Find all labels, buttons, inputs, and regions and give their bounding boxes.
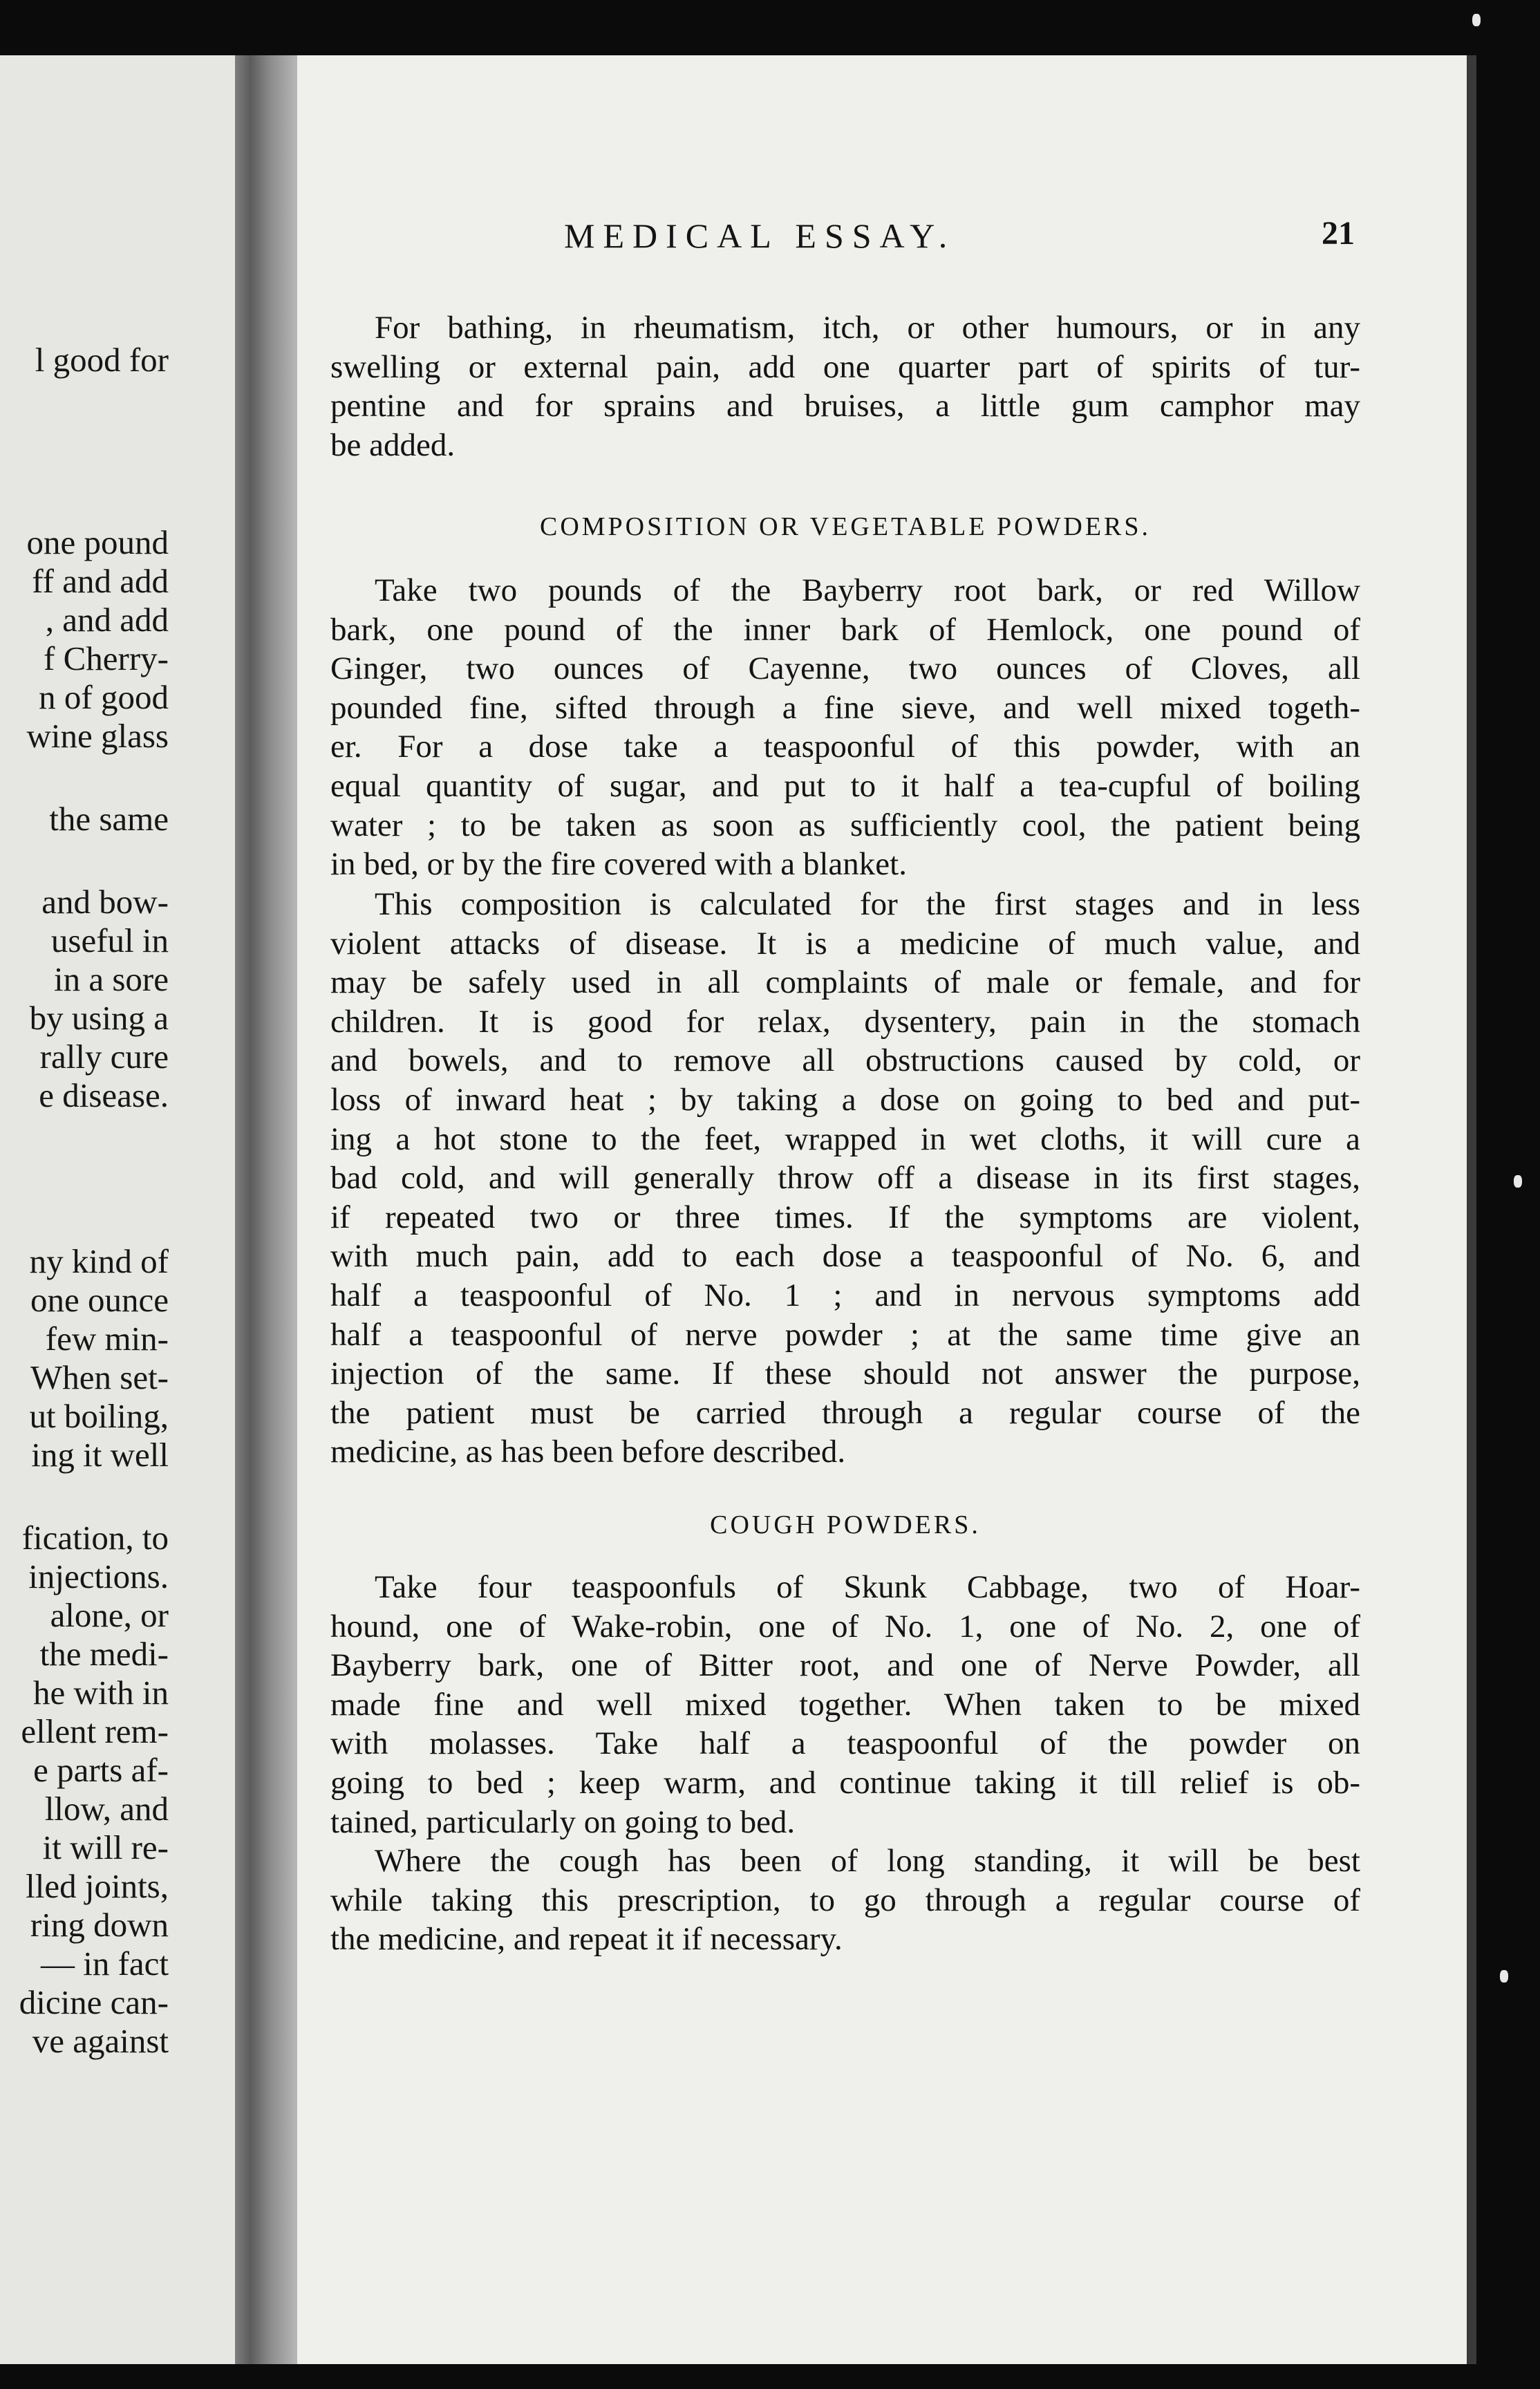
text-line: children. It is good for relax, dysentery, pain in the stomach bbox=[330, 1003, 1360, 1040]
text-line: ing a hot stone to the feet, wrapped in wet cloths, it will cure a bbox=[330, 1121, 1360, 1157]
text-line: going to bed ; keep warm, and continue taking it till relief is ob- bbox=[330, 1764, 1360, 1801]
previous-page-line: ny kind of bbox=[29, 1242, 169, 1280]
text-line: Ginger, two ounces of Cayenne, two ounces of Cloves, all bbox=[330, 650, 1360, 687]
previous-page-line: l good for bbox=[35, 341, 169, 379]
text-line: be added. bbox=[330, 427, 456, 463]
text-line: while taking this prescription, to go through a regular course of bbox=[330, 1882, 1360, 1918]
text-line: the medicine, and repeat it if necessary. bbox=[330, 1921, 843, 1958]
previous-page-line: one ounce bbox=[30, 1281, 169, 1319]
previous-page-line: wine glass bbox=[26, 717, 169, 755]
previous-page-line: alone, or bbox=[50, 1596, 169, 1634]
previous-page-line: ut boiling, bbox=[29, 1397, 169, 1435]
previous-page-line: ff and add bbox=[32, 562, 169, 600]
text-line: pounded fine, sifted through a fine sieve, and well mixed togeth- bbox=[330, 689, 1360, 726]
text-line: This composition is calculated for the first stages and in less bbox=[375, 886, 1360, 922]
previous-page-strip bbox=[0, 55, 235, 2364]
book-gutter bbox=[235, 55, 297, 2364]
previous-page-line: injections. bbox=[28, 1557, 169, 1595]
previous-page-line: , and add bbox=[45, 601, 169, 639]
previous-page-line: ing it well bbox=[31, 1436, 169, 1474]
bathing-paragraph bbox=[330, 308, 1360, 465]
previous-page-line: and bow- bbox=[41, 883, 169, 921]
previous-page-line: llow, and bbox=[44, 1790, 169, 1828]
previous-page-line: When set- bbox=[30, 1358, 169, 1396]
previous-page-line: e parts af- bbox=[33, 1751, 169, 1789]
text-line: Where the cough has been of long standing, it will be best bbox=[375, 1843, 1360, 1879]
scan-speck bbox=[1514, 1175, 1522, 1188]
composition-paragraph-1 bbox=[330, 571, 1360, 884]
cough-paragraph-1 bbox=[330, 1568, 1360, 1842]
text-line: water ; to be taken as soon as sufficiently cool, the patient being bbox=[330, 807, 1360, 843]
text-line: equal quantity of sugar, and put to it half a tea-cupful of boiling bbox=[330, 767, 1360, 804]
section-heading-cough: COUGH POWDERS. bbox=[710, 1510, 981, 1539]
text-line: er. For a dose take a teaspoonful of this powder, with an bbox=[330, 729, 1360, 765]
text-line: swelling or external pain, add one quarter part of spirits of tur- bbox=[330, 348, 1360, 385]
previous-page-line: — in fact bbox=[40, 1945, 169, 1983]
text-line: half a teaspoonful of No. 1 ; and in nervous symptoms add bbox=[330, 1277, 1360, 1313]
previous-page-line: n of good bbox=[39, 678, 169, 716]
page-edge-shadow bbox=[1467, 55, 1476, 2364]
previous-page-line: ring down bbox=[30, 1906, 169, 1944]
text-line: with much pain, add to each dose a teaspoonful of No. 6, and bbox=[330, 1238, 1360, 1275]
text-line: with molasses. Take half a teaspoonful of the powder on bbox=[330, 1725, 1360, 1762]
text-line: Take four teaspoonfuls of Skunk Cabbage, two of Hoar- bbox=[375, 1569, 1360, 1605]
previous-page-line: rally cure bbox=[39, 1038, 169, 1076]
text-line: pentine and for sprains and bruises, a little gum camphor may bbox=[330, 388, 1360, 424]
text-line: violent attacks of disease. It is a medicine of much value, and bbox=[330, 925, 1360, 962]
previous-page-line: by using a bbox=[29, 999, 169, 1037]
text-line: Take two pounds of the Bayberry root bark, or red Willow bbox=[375, 572, 1360, 608]
previous-page-line: it will re- bbox=[42, 1828, 169, 1866]
text-line: if repeated two or three times. If the symptoms are violent, bbox=[330, 1199, 1360, 1235]
running-header: MEDICAL ESSAY. bbox=[564, 216, 956, 255]
text-line: tained, particularly on going to bed. bbox=[330, 1804, 796, 1840]
text-line: loss of inward heat ; by taking a dose on going to bed and put- bbox=[330, 1081, 1360, 1118]
composition-paragraph-2 bbox=[330, 885, 1360, 1472]
text-line: may be safely used in all complaints of male or female, and for bbox=[330, 964, 1360, 1001]
scan-speck bbox=[1472, 14, 1481, 26]
text-line: hound, one of Wake-robin, one of No. 1, one of No. 2, one of bbox=[330, 1608, 1360, 1645]
text-line: medicine, as has been before described. bbox=[330, 1434, 846, 1470]
text-line: made fine and well mixed together. When taken to be mixed bbox=[330, 1686, 1360, 1723]
previous-page-line: ve against bbox=[32, 2022, 169, 2060]
text-line: half a teaspoonful of nerve powder ; at the same time give an bbox=[330, 1316, 1360, 1353]
previous-page-line: he with in bbox=[33, 1674, 169, 1712]
text-line: the patient must be carried through a regular course of the bbox=[330, 1394, 1360, 1431]
previous-page-line: useful in bbox=[50, 921, 169, 959]
text-line: bark, one pound of the inner bark of Hemlock, one pound of bbox=[330, 611, 1360, 648]
previous-page-line: e disease. bbox=[39, 1076, 169, 1114]
previous-page-line: f Cherry- bbox=[44, 639, 169, 677]
previous-page-line: one pound bbox=[26, 523, 169, 561]
section-heading-composition: COMPOSITION OR VEGETABLE POWDERS. bbox=[539, 512, 1152, 541]
previous-page-line: the same bbox=[49, 800, 169, 838]
text-line: injection of the same. If these should not answer the purpose, bbox=[330, 1356, 1360, 1392]
previous-page-line: in a sore bbox=[54, 960, 169, 998]
text-line: and bowels, and to remove all obstructions caused by cold, or bbox=[330, 1042, 1360, 1079]
cough-paragraph-2 bbox=[330, 1842, 1360, 1959]
text-line: bad cold, and will generally throw off a disease in its first stages, bbox=[330, 1160, 1360, 1197]
page-number: 21 bbox=[1322, 215, 1355, 252]
previous-page-line: dicine can- bbox=[19, 1983, 169, 2021]
text-line: For bathing, in rheumatism, itch, or other humours, or in any bbox=[375, 310, 1360, 346]
previous-page-line: few min- bbox=[45, 1320, 169, 1358]
text-line: in bed, or by the fire covered with a blanket. bbox=[330, 846, 907, 883]
text-line: Bayberry bark, one of Bitter root, and one of Nerve Powder, all bbox=[330, 1647, 1360, 1684]
previous-page-line: ellent rem- bbox=[21, 1712, 169, 1750]
previous-page-line: the medi- bbox=[39, 1635, 169, 1673]
scan-speck bbox=[1500, 1970, 1508, 1983]
previous-page-line: lled joints, bbox=[26, 1867, 169, 1905]
previous-page-line: fication, to bbox=[21, 1519, 169, 1557]
